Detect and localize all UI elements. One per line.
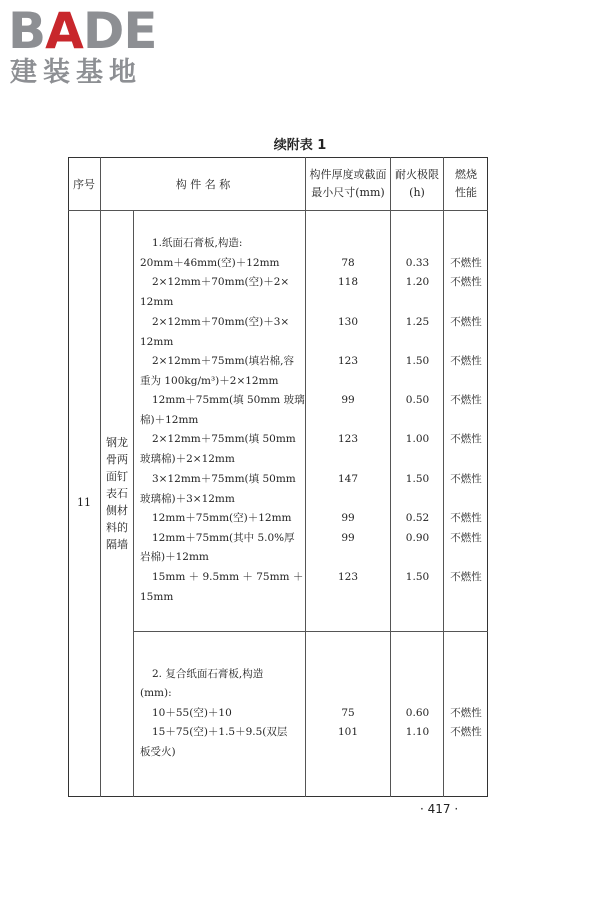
spec-combustibility: 不燃性 bbox=[450, 257, 482, 269]
spec-thickness: 123 bbox=[337, 433, 359, 445]
spec-combustibility: 不燃性 bbox=[450, 571, 482, 583]
spec-line: 棉)＋12mm bbox=[140, 414, 199, 426]
spec-line: 15mm ＋ 9.5mm ＋ 75mm ＋ bbox=[152, 571, 304, 583]
spec-fire-rating: 1.50 bbox=[405, 355, 430, 367]
spec-fire-rating: 1.50 bbox=[405, 473, 430, 485]
spec-combustibility: 不燃性 bbox=[450, 707, 482, 719]
spec-thickness: 99 bbox=[341, 532, 355, 544]
spec-thickness: 99 bbox=[341, 512, 355, 524]
spec-fire-rating: 0.60 bbox=[405, 707, 430, 719]
spec-line: 2×12mm＋75mm(填 50mm bbox=[152, 433, 296, 445]
spec-fire-rating: 1.25 bbox=[405, 316, 430, 328]
spec-line: 玻璃棉)＋3×12mm bbox=[140, 493, 235, 505]
spec-combustibility: 不燃性 bbox=[450, 355, 482, 367]
spec-combustibility: 不燃性 bbox=[450, 316, 482, 328]
section1-heading: 1.纸面石膏板,构造: bbox=[152, 237, 243, 249]
spec-fire-rating: 0.52 bbox=[405, 512, 430, 524]
spec-thickness: 75 bbox=[341, 707, 355, 719]
spec-line: 12mm＋75mm(空)＋12mm bbox=[152, 512, 292, 524]
header-fire-resistance: 耐火极限 (h) bbox=[395, 168, 439, 199]
brand-logo bbox=[8, 4, 183, 90]
row-seq-number: 11 bbox=[77, 496, 91, 509]
spec-fire-rating: 1.10 bbox=[405, 726, 430, 738]
spec-line: 12mm bbox=[140, 336, 174, 348]
header-seq: 序号 bbox=[73, 178, 95, 191]
section2-heading: 2. 复合纸面石膏板,构造 bbox=[152, 668, 264, 680]
header-divider bbox=[68, 210, 488, 211]
spec-fire-rating: 0.33 bbox=[405, 257, 430, 269]
spec-combustibility: 不燃性 bbox=[450, 394, 482, 406]
row-category: 钢龙 骨两 面钉 表石 侧材 料的 隔墙 bbox=[106, 436, 128, 551]
col-divider-category bbox=[133, 210, 134, 797]
spec-line: 2×12mm＋75mm(填岩棉,容 bbox=[152, 355, 294, 367]
spec-fire-rating: 0.90 bbox=[405, 532, 430, 544]
spec-combustibility: 不燃性 bbox=[450, 433, 482, 445]
spec-combustibility: 不燃性 bbox=[450, 532, 482, 544]
spec-fire-rating: 1.00 bbox=[405, 433, 430, 445]
spec-thickness: 123 bbox=[337, 571, 359, 583]
spec-line: 15mm bbox=[140, 591, 174, 603]
page-number: · 417 · bbox=[420, 802, 459, 816]
spec-line: 10＋55(空)＋10 bbox=[152, 707, 232, 719]
spec-combustibility: 不燃性 bbox=[450, 512, 482, 524]
spec-thickness: 147 bbox=[337, 473, 359, 485]
spec-line: 3×12mm＋75mm(填 50mm bbox=[152, 473, 296, 485]
header-thickness: 构件厚度或截面 最小尺寸(mm) bbox=[309, 168, 387, 199]
spec-line: 2×12mm＋70mm(空)＋2× bbox=[152, 276, 290, 288]
spec-thickness: 118 bbox=[337, 276, 359, 288]
spec-combustibility: 不燃性 bbox=[450, 473, 482, 485]
spec-line: 12mm bbox=[140, 296, 174, 308]
spec-line: 重为 100kg/m³)＋2×12mm bbox=[140, 375, 279, 387]
spec-combustibility: 不燃性 bbox=[450, 726, 482, 738]
spec-line: 20mm＋46mm(空)＋12mm bbox=[140, 257, 280, 269]
spec-line: 2×12mm＋70mm(空)＋3× bbox=[152, 316, 290, 328]
spec-line: 板受火) bbox=[140, 746, 176, 758]
spec-thickness: 130 bbox=[337, 316, 359, 328]
section-divider bbox=[133, 631, 488, 632]
table-title: 续附表 1 bbox=[273, 138, 327, 153]
spec-thickness: 123 bbox=[337, 355, 359, 367]
spec-fire-rating: 1.20 bbox=[405, 276, 430, 288]
header-name: 构 件 名 称 bbox=[175, 178, 231, 191]
spec-line: 12mm＋75mm(其中 5.0%厚 bbox=[152, 532, 295, 544]
spec-line: 岩棉)＋12mm bbox=[140, 551, 209, 563]
logo-tagline: 建装基地 bbox=[10, 57, 142, 88]
spec-fire-rating: 1.50 bbox=[405, 571, 430, 583]
spec-line: 玻璃棉)＋2×12mm bbox=[140, 453, 235, 465]
logo-wordmark: BADE bbox=[8, 2, 157, 60]
spec-thickness: 99 bbox=[341, 394, 355, 406]
spec-line: 15＋75(空)＋1.5＋9.5(双层 bbox=[152, 726, 288, 738]
spec-combustibility: 不燃性 bbox=[450, 276, 482, 288]
spec-fire-rating: 0.50 bbox=[405, 394, 430, 406]
spec-thickness: 78 bbox=[341, 257, 355, 269]
spec-thickness: 101 bbox=[337, 726, 359, 738]
spec-line: 12mm＋75mm(填 50mm 玻璃 bbox=[152, 394, 305, 406]
section2-heading-unit: (mm): bbox=[140, 687, 172, 699]
header-combustibility: 燃烧 性能 bbox=[455, 168, 477, 199]
